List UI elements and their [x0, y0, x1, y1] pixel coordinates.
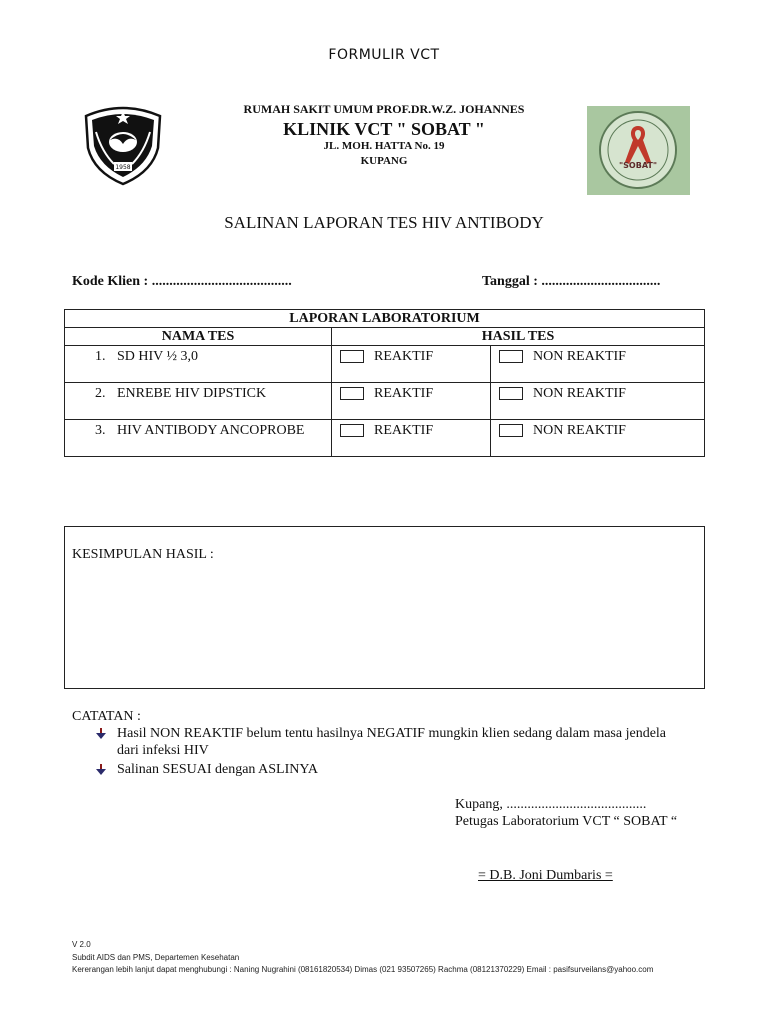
report-title: SALINAN LAPORAN TES HIV ANTIBODY — [224, 213, 544, 232]
non-reaktif-checkbox[interactable] — [499, 387, 523, 400]
table-row — [65, 420, 705, 457]
row-number: 1. — [95, 349, 106, 364]
kode-klien-field: Kode Klien : ........................................ — [72, 274, 292, 289]
reaktif-label: REAKTIF — [374, 349, 434, 364]
reaktif-checkbox[interactable] — [340, 387, 364, 400]
kesimpulan-label: KESIMPULAN HASIL : — [72, 547, 214, 562]
svg-text:1958: 1958 — [115, 164, 131, 171]
tanggal-field: Tanggal : .................................. — [482, 274, 661, 289]
signature-place-date: Kupang, ........................................ — [455, 797, 647, 812]
arrow-bullet-icon — [95, 764, 107, 776]
clinic-name: KLINIK VCT " SOBAT " — [283, 119, 485, 139]
signer-name: = D.B. Joni Dumbaris = — [478, 868, 613, 883]
kesimpulan-box[interactable] — [64, 526, 705, 689]
row-number: 3. — [95, 423, 106, 438]
catatan-label: CATATAN : — [72, 709, 141, 724]
note-item — [95, 725, 675, 759]
note-text: Hasil NON REAKTIF belum tentu hasilnya NEGATIF mungkin klien sedang dalam masa jendela dari infeksi HIV — [117, 726, 667, 758]
footer-dept: Subdit AIDS dan PMS, Departemen Kesehatan — [72, 953, 240, 962]
non-reaktif-checkbox[interactable] — [499, 424, 523, 437]
reaktif-label: REAKTIF — [374, 423, 434, 438]
vct-sobat-logo — [587, 106, 690, 195]
logo-right-text: "SOBAT" — [618, 161, 658, 170]
non-reaktif-checkbox[interactable] — [499, 350, 523, 363]
reaktif-checkbox[interactable] — [340, 350, 364, 363]
test-name: ENREBE HIV DIPSTICK — [117, 386, 267, 401]
clinic-address: JL. MOH. HATTA No. 19 — [323, 140, 445, 152]
reaktif-checkbox[interactable] — [340, 424, 364, 437]
table-row — [65, 346, 705, 383]
footer-contact: Kererangan lebih lanjut dapat menghubungi : Naning Nugrahini (08161820534) Dimas (021 93507265) Rachma (08121370229) Email : pasifsurveilans@yahoo.com — [72, 965, 654, 974]
non-reaktif-label: NON REAKTIF — [533, 423, 626, 438]
footer-version: V 2.0 — [72, 940, 91, 949]
col-header-test: NAMA TES — [65, 328, 332, 346]
test-name: HIV ANTIBODY ANCOPROBE — [117, 423, 305, 438]
col-header-result: HASIL TES — [332, 328, 705, 346]
reaktif-label: REAKTIF — [374, 386, 434, 401]
form-title: FORMULIR VCT — [328, 47, 440, 63]
row-number: 2. — [95, 386, 106, 401]
test-name: SD HIV ½ 3,0 — [117, 349, 199, 364]
note-text: Salinan SESUAI dengan ASLINYA — [117, 762, 319, 777]
non-reaktif-label: NON REAKTIF — [533, 386, 626, 401]
clinic-city: KUPANG — [360, 155, 408, 167]
lab-report-table — [64, 309, 705, 457]
non-reaktif-label: NON REAKTIF — [533, 349, 626, 364]
arrow-bullet-icon — [95, 728, 107, 740]
hospital-name: RUMAH SAKIT UMUM PROF.DR.W.Z. JOHANNES — [243, 102, 525, 116]
signature-role: Petugas Laboratorium VCT “ SOBAT “ — [455, 814, 678, 829]
table-row — [65, 383, 705, 420]
note-item — [95, 761, 675, 778]
lab-table-title: LAPORAN LABORATORIUM — [65, 310, 705, 328]
